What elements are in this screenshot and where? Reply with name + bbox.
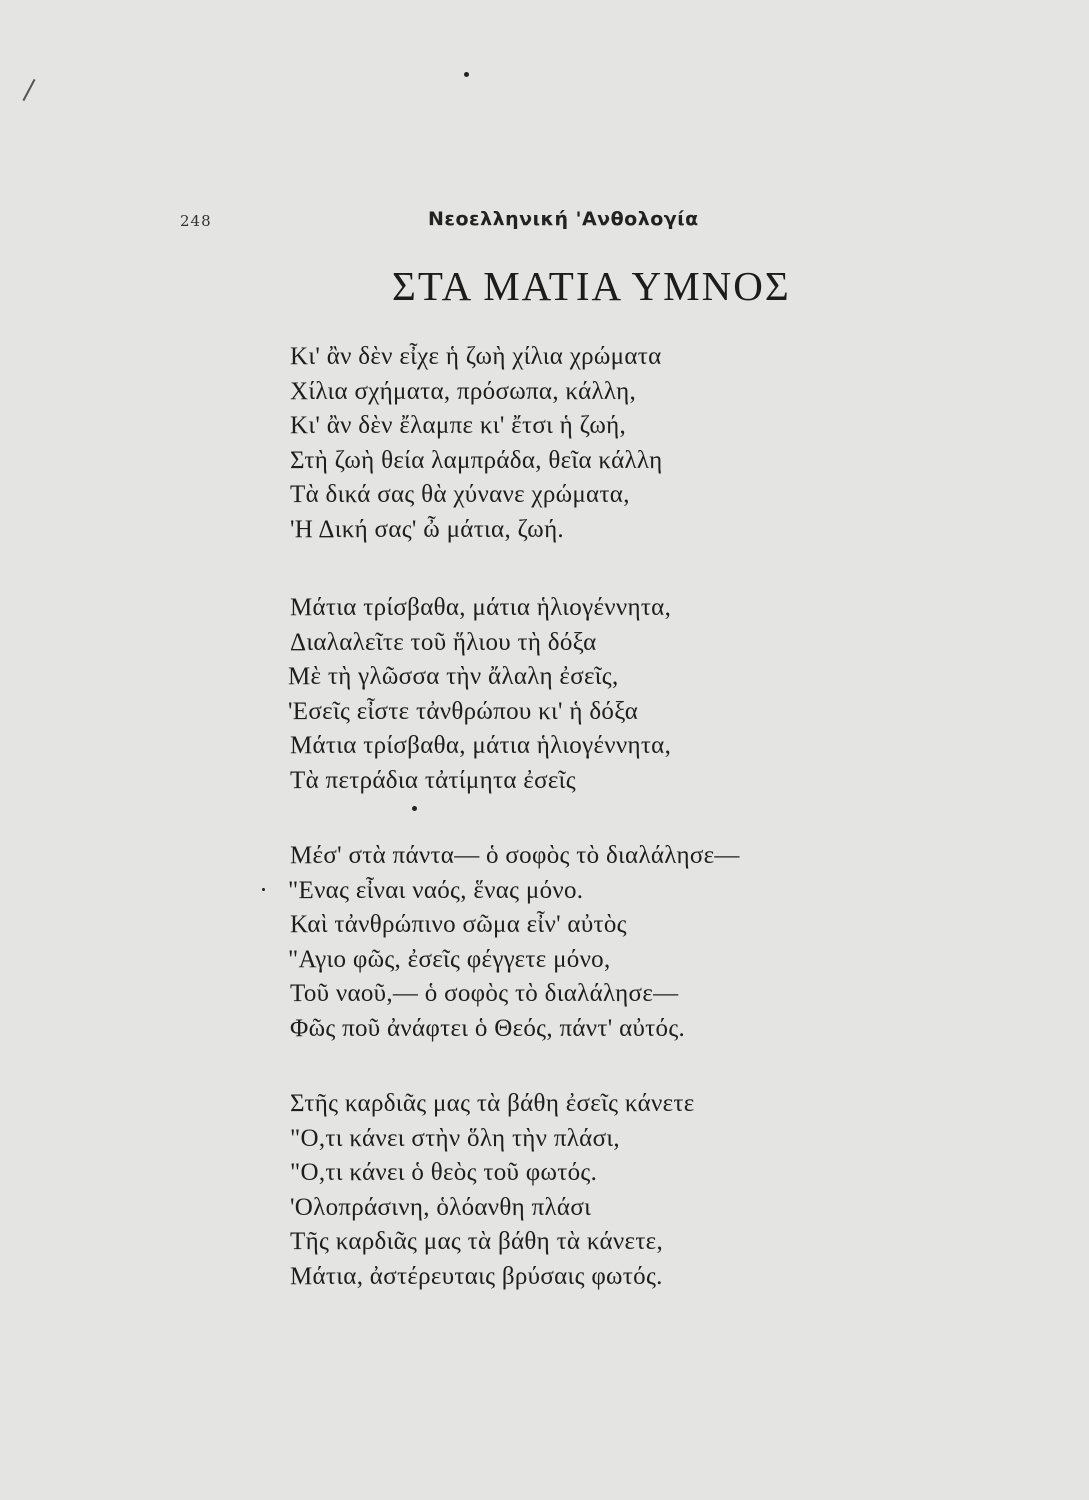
poem-line: Μὲ τὴ γλῶσσα τὴν ἄλαλη ἐσεῖς, xyxy=(288,663,619,690)
poem-line: Φῶς ποῦ ἀνάφτει ὁ Θεός, πάντ' αὐτός. xyxy=(290,1014,686,1042)
stanza-3 xyxy=(290,839,740,1046)
page-number: 248 xyxy=(180,212,212,230)
poem-line: Μέσ' στὰ πάντα— ὁ σοφὸς τὸ διαλάλησε— xyxy=(290,842,740,869)
stanza-1 xyxy=(290,340,662,547)
poem-line: 'Εσεῖς εἶστε τἀνθρώπου κι' ἡ δόξα xyxy=(288,697,639,725)
poem-line: Καὶ τἀνθρώπινο σῶμα εἶν' αὐτὸς xyxy=(290,911,627,938)
stanza-4 xyxy=(290,1087,695,1294)
poem-line: "Ο,τι κάνει ὁ θεὸς τοῦ φωτός. xyxy=(290,1159,598,1186)
poem-line: Διαλαλεῖτε τοῦ ἥλιου τὴ δόξα xyxy=(290,628,597,656)
ink-dot xyxy=(262,888,265,891)
poem-line: 'Ολοπράσινη, ὁλόανθη πλάσι xyxy=(290,1193,592,1221)
poem-title: ΣΤΑ ΜΑΤΙΑ ΥΜΝΟΣ xyxy=(392,263,791,309)
poem-line: Μάτια, ἀστέρευταις βρύσαις φωτός. xyxy=(290,1262,663,1290)
poem-line: Στῆς καρδιᾶς μας τὰ βάθη ἐσεῖς κάνετε xyxy=(290,1090,695,1117)
poem-line: Τοῦ ναοῦ,— ὁ σοφὸς τὸ διαλάλησε— xyxy=(290,980,679,1007)
poem-line: Μάτια τρίσβαθα, μάτια ἡλιογέννητα, xyxy=(290,594,672,621)
ink-dot xyxy=(464,72,469,77)
poem-line: "Αγιο φῶς, ἐσεῖς φέγγετε μόνο, xyxy=(288,945,611,973)
poem-line: Τῆς καρδιᾶς μας τὰ βάθη τὰ κάνετε, xyxy=(290,1228,664,1255)
poem-line: Κι' ἂν δὲν ἔλαμπε κι' ἔτσι ἡ ζωή, xyxy=(290,412,627,439)
running-title: Νεοελληνική 'Ανθολογία xyxy=(428,208,699,230)
poem-line: Κι' ἂν δὲν εἶχε ἡ ζωὴ χίλια χρώματα xyxy=(290,343,662,370)
poem-line: Τὰ πετράδια τἀτίμητα ἐσεῖς xyxy=(290,766,576,794)
stanza-2 xyxy=(290,591,671,798)
poem-line: Μάτια τρίσβαθα, μάτια ἡλιογέννητα, xyxy=(290,732,672,759)
pencil-mark xyxy=(22,79,35,101)
poem-line: "Ο,τι κάνει στὴν ὅλη τὴν πλάσι, xyxy=(290,1124,620,1152)
ink-dot xyxy=(412,806,417,811)
poem-line: Χίλια σχήματα, πρόσωπα, κάλλη, xyxy=(290,377,637,405)
poem-line: Τὰ δικά σας θὰ χύνανε χρώματα, xyxy=(290,481,630,508)
poem-line: Στὴ ζωὴ θεία λαμπράδα, θεῖα κάλλη xyxy=(290,446,663,474)
poem-line: 'Η Δική σας' ὦ μάτια, ζωή. xyxy=(290,515,564,543)
poem-line: "Ενας εἶναι ναός, ἕνας μόνο. xyxy=(288,876,584,904)
